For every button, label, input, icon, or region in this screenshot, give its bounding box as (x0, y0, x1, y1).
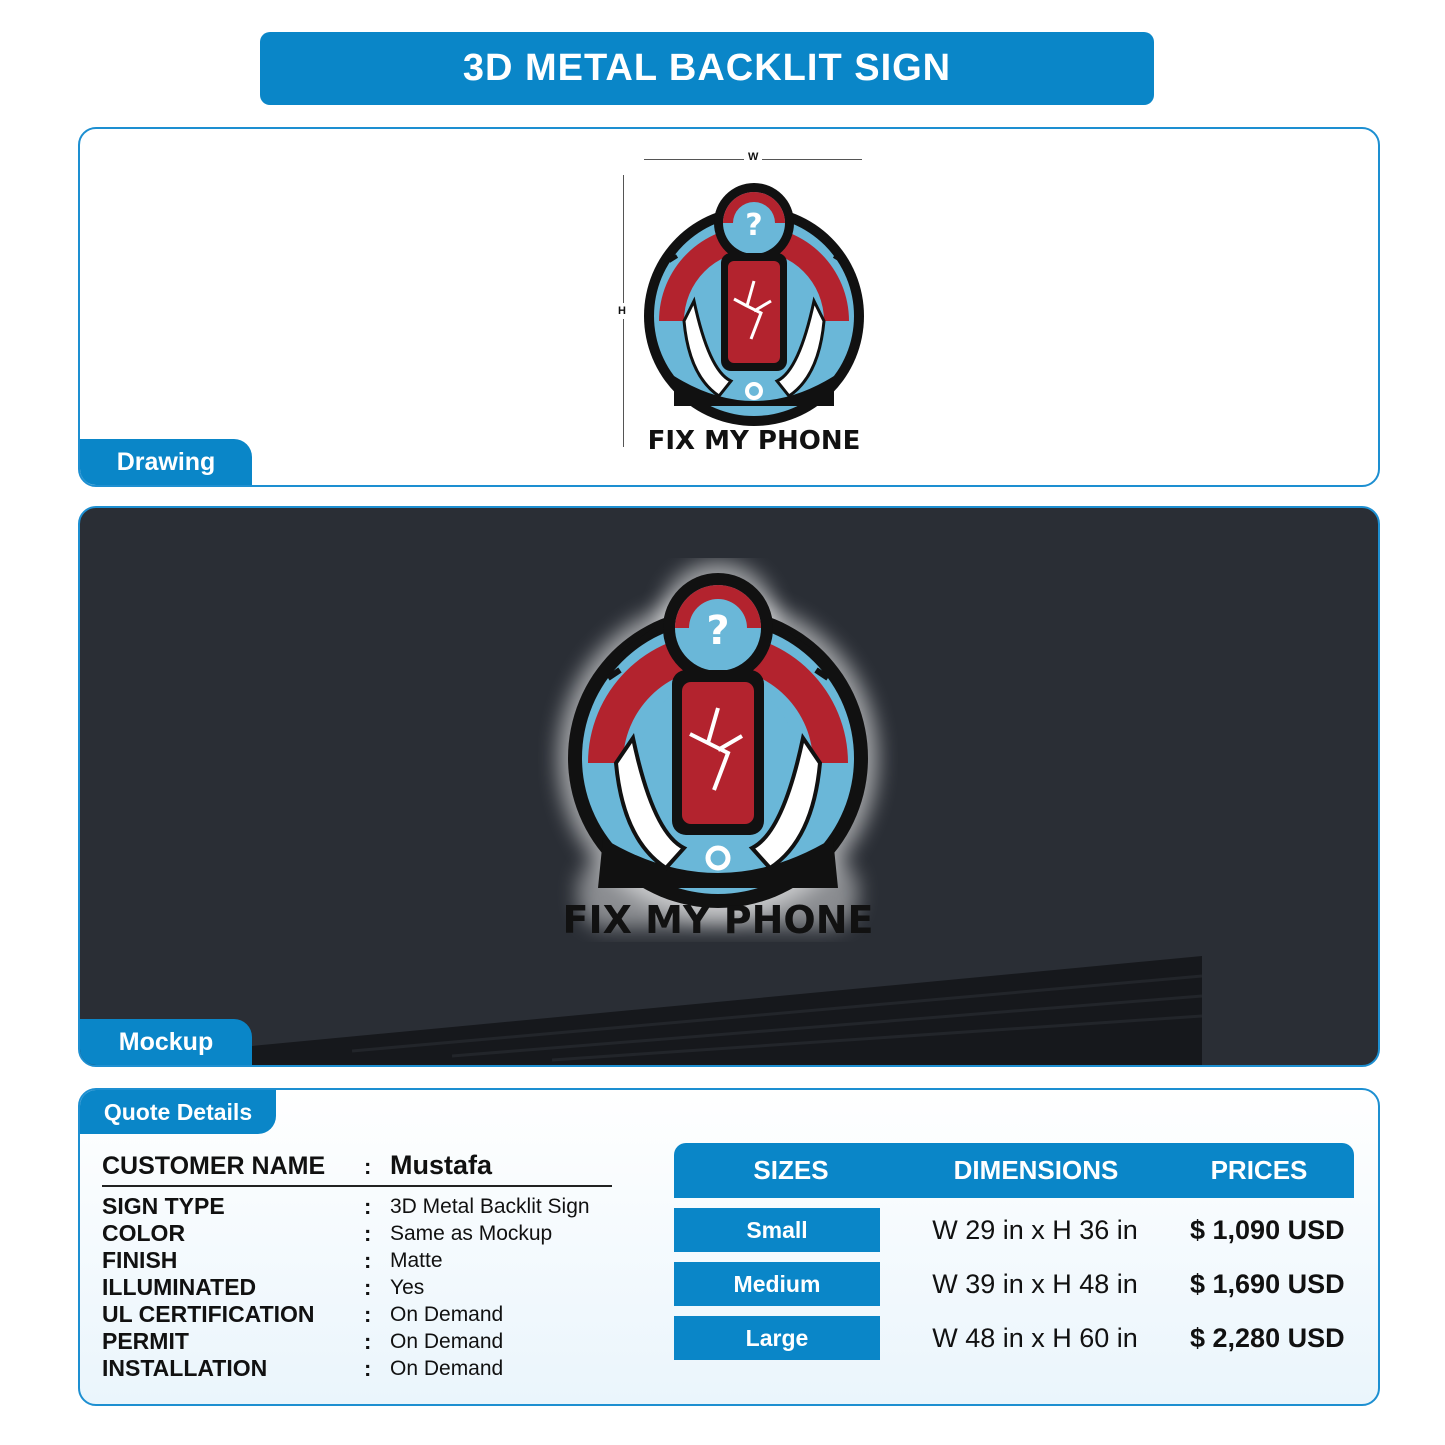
detail-row-ul-certification (102, 1301, 612, 1328)
tab-quote-details[interactable]: Quote Details (80, 1090, 276, 1134)
tab-mockup[interactable]: Mockup (80, 1019, 252, 1065)
separator: : (364, 1220, 372, 1246)
logo-text: FIX MY PHONE (562, 898, 874, 942)
logo-text: FIX MY PHONE (647, 426, 861, 456)
tab-drawing[interactable]: Drawing (80, 439, 252, 485)
detail-value: 3D Metal Backlit Sign (390, 1194, 590, 1218)
price-value: $ 1,090 USD (1190, 1214, 1345, 1245)
header-sizes: SIZES (753, 1155, 829, 1185)
size-button-small[interactable]: Small (674, 1208, 880, 1252)
phone-logo-icon (568, 573, 868, 908)
mockup-panel (78, 506, 1380, 1067)
detail-value: Yes (390, 1275, 425, 1299)
size-button-large[interactable]: Large (674, 1316, 880, 1360)
drawing-panel (78, 127, 1380, 487)
separator: : (364, 1247, 372, 1273)
dimension-value: W 39 in x H 48 in (932, 1268, 1138, 1299)
separator: : (364, 1274, 372, 1300)
detail-value: On Demand (390, 1356, 504, 1380)
separator: : (364, 1154, 372, 1179)
detail-value: Matte (390, 1248, 443, 1272)
detail-label: SIGN TYPE (102, 1193, 225, 1219)
price-table-header (674, 1143, 1354, 1198)
svg-text:?: ? (706, 608, 730, 654)
customer-value: Mustafa (390, 1150, 493, 1180)
detail-row-finish (102, 1247, 612, 1274)
detail-value: On Demand (390, 1329, 504, 1353)
separator: : (364, 1328, 372, 1354)
separator: : (364, 1193, 372, 1219)
building-ledge (252, 956, 1202, 1067)
price-row-small (674, 1208, 1354, 1252)
width-marker: W (744, 151, 762, 163)
quote-panel (78, 1088, 1380, 1406)
price-row-medium (674, 1262, 1354, 1306)
detail-row-sign-type (102, 1193, 612, 1220)
price-row-large (674, 1316, 1354, 1360)
price-table (674, 1143, 1354, 1360)
detail-label: INSTALLATION (102, 1355, 268, 1381)
customer-label: CUSTOMER NAME (102, 1152, 326, 1180)
separator: : (364, 1355, 372, 1381)
detail-row-color (102, 1220, 612, 1247)
sign-logo-mockup (538, 558, 898, 948)
svg-text:?: ? (745, 208, 763, 243)
page-title: 3D METAL BACKLIT SIGN (260, 32, 1154, 105)
detail-row-permit (102, 1328, 612, 1355)
detail-value: On Demand (390, 1302, 504, 1326)
detail-label: ILLUMINATED (102, 1274, 257, 1300)
price-value: $ 1,690 USD (1190, 1268, 1345, 1299)
detail-label: UL CERTIFICATION (102, 1301, 315, 1327)
detail-label: COLOR (102, 1220, 186, 1246)
detail-label: PERMIT (102, 1328, 189, 1354)
size-button-medium[interactable]: Medium (674, 1262, 880, 1306)
height-marker: H (618, 305, 626, 317)
separator: : (364, 1301, 372, 1327)
header-dimensions: DIMENSIONS (953, 1155, 1119, 1185)
detail-value: Same as Mockup (390, 1221, 553, 1245)
quote-details-list (102, 1150, 612, 1382)
sign-logo-drawing (639, 171, 869, 461)
dimension-value: W 29 in x H 36 in (932, 1214, 1138, 1245)
phone-logo-icon (644, 183, 864, 431)
header-prices: PRICES (1210, 1155, 1308, 1185)
customer-row (102, 1150, 612, 1187)
detail-row-illuminated (102, 1274, 612, 1301)
price-value: $ 2,280 USD (1190, 1322, 1345, 1353)
detail-label: FINISH (102, 1247, 178, 1273)
dimension-value: W 48 in x H 60 in (932, 1322, 1138, 1353)
detail-row-installation (102, 1355, 612, 1382)
